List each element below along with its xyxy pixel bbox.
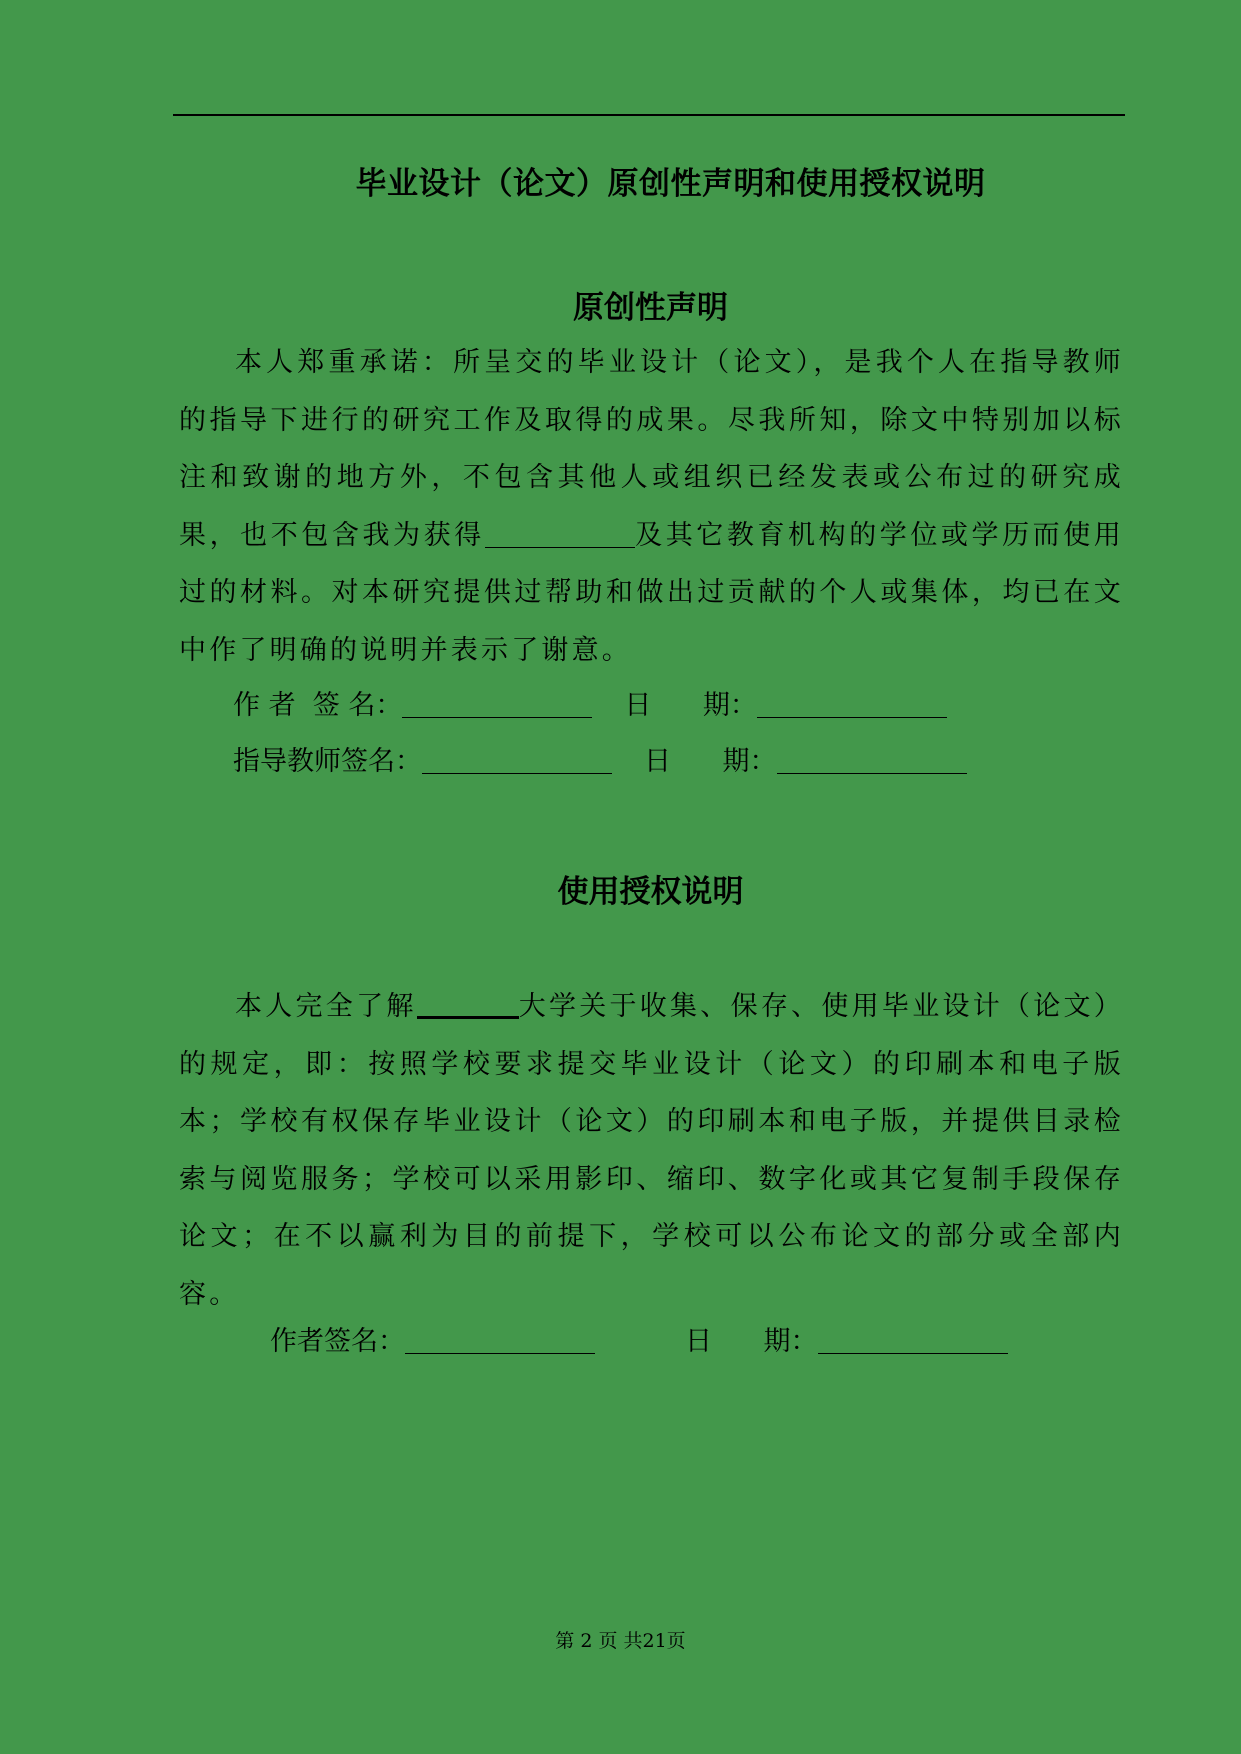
originality-paragraph [179, 334, 1124, 679]
originality-heading: 原创性声明 [573, 290, 728, 326]
authorization-signature-row [270, 1318, 1008, 1358]
university-blank[interactable] [417, 988, 519, 1019]
advisor-signature-label: 指导教师签名： [233, 746, 422, 777]
page-number: 第 2 页 共21页 [555, 1630, 686, 1652]
authorization-heading: 使用授权说明 [557, 874, 744, 910]
authorization-text-1: 本人完全了解 [235, 991, 417, 1022]
advisor-date-label: 日 期： [644, 746, 777, 777]
advisor-signature-row [233, 738, 967, 778]
document-title: 毕业设计（论文）原创性声明和使用授权说明 [355, 166, 986, 202]
author-date-label: 日 期： [624, 690, 757, 721]
header-rule [173, 114, 1125, 116]
authorization-paragraph [179, 978, 1124, 1323]
advisor-date-field[interactable] [777, 773, 967, 774]
degree-blank[interactable] [485, 519, 635, 548]
authorization-date-label: 日 期： [685, 1326, 818, 1357]
authorization-text-2: 大学关于收集、保存、使用毕业设计（论文）的规定，即：按照学校要求提交毕业设计（论文）的印刷本和电子版本；学校有权保存毕业设计（论文）的印刷本和电子版，并提供目录检索与阅览服务；学校可以采用影印、缩印、数字化或其它复制手段保存论文；在不以赢利为目的前提下，学校可以公布论文的部分或全部内容。 [179, 991, 1125, 1310]
author-signature-label: 作 者 签 名： [233, 690, 403, 721]
author-signature-row [233, 682, 947, 722]
authorization-signature-label: 作者签名： [270, 1326, 405, 1357]
originality-text-1: 本人郑重承诺：所呈交的毕业设计（论文），是我个人在指导教师的指导下进行的研究工作及取得的成果。尽我所知，除文中特别加以标注和致谢的地方外，不包含其他人或组织已经发表或公布过的研究成果，也不包含我为获得 [179, 347, 1124, 551]
advisor-signature-field[interactable] [422, 773, 612, 774]
authorization-date-field[interactable] [818, 1353, 1008, 1354]
author-signature-field[interactable] [402, 717, 592, 718]
author-date-field[interactable] [757, 717, 947, 718]
originality-text-2: 及其它教育机构的学位或学历而使用过的材料。对本研究提供过帮助和做出过贡献的个人或集体，均已在文中作了明确的说明并表示了谢意。 [179, 519, 1125, 666]
authorization-signature-field[interactable] [405, 1353, 595, 1354]
